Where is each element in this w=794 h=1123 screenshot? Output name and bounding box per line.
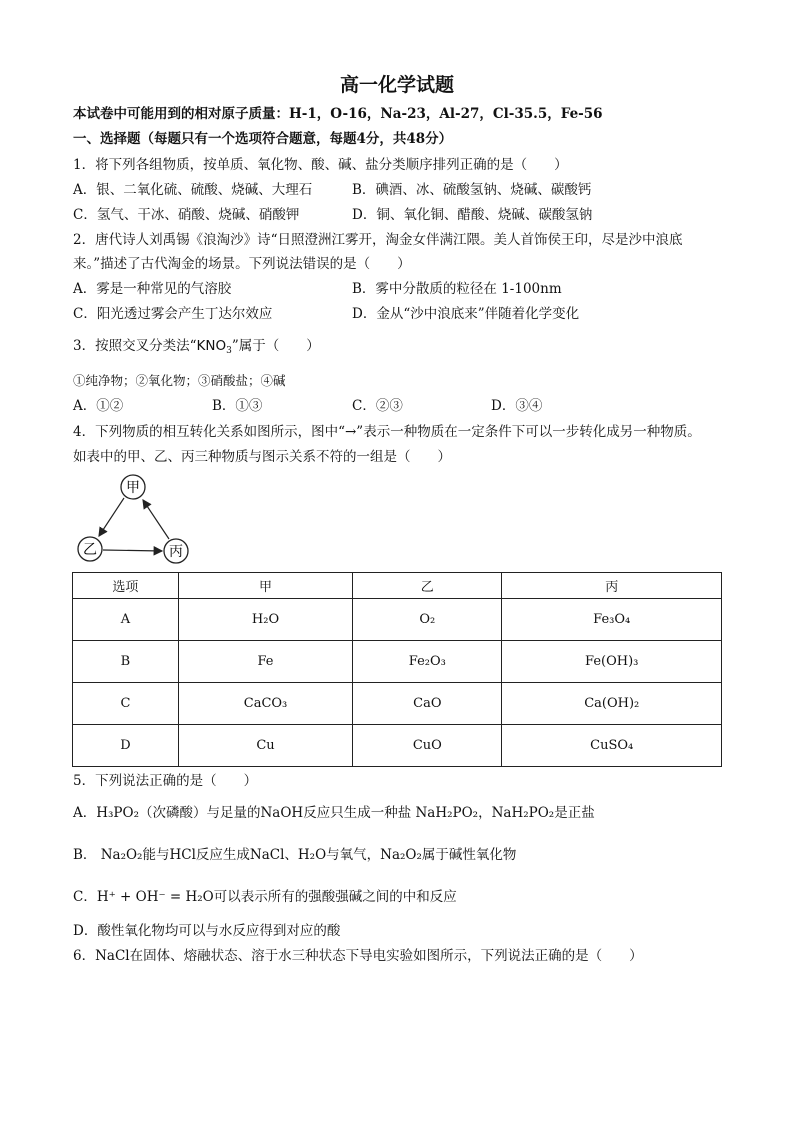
q3-formula-sub: 3 xyxy=(226,346,232,356)
q5-option-b: B． Na₂O₂能与HCl反应生成NaCl、H₂O与氧气，Na₂O₂属于碱性氧化物 xyxy=(73,847,517,863)
q2-option-b: B．雾中分散质的粒径在 1-100nm xyxy=(352,281,562,297)
node-bing-label: 丙 xyxy=(169,544,183,560)
arrow-jia-to-yi xyxy=(99,498,124,536)
q5-option-a: A．H₃PO₂（次磷酸）与足量的NaOH反应只生成一种盐 NaH₂PO₂，NaH₂PO₂是正盐 xyxy=(73,805,595,821)
cell-jia: Cu xyxy=(178,725,352,767)
q1-option-d: D．铜、氧化铜、醋酸、烧碱、碳酸氢钠 xyxy=(352,207,593,223)
header-jia: 甲 xyxy=(178,573,352,599)
table-row xyxy=(73,683,722,725)
header-yi: 乙 xyxy=(353,573,502,599)
q5-option-c: C．H⁺ + OH⁻ = H₂O可以表示所有的强酸强碱之间的中和反应 xyxy=(73,889,457,905)
q6-stem: 6．NaCl在固体、熔融状态、溶于水三种状态下导电实验如图所示，下列说法正确的是（ ） xyxy=(73,948,643,964)
cell-jia: CaCO₃ xyxy=(178,683,352,725)
q5-stem: 5．下列说法正确的是（ ） xyxy=(73,773,258,789)
q1-stem: 1．将下列各组物质，按单质、氧化物、酸、碱、盐分类顺序排列正确的是（ ） xyxy=(73,157,568,173)
header-option: 选项 xyxy=(73,573,179,599)
cell-yi: CuO xyxy=(353,725,502,767)
table-row xyxy=(73,641,722,683)
cell-yi: Fe₂O₃ xyxy=(353,641,502,683)
cell-option: A xyxy=(73,599,179,641)
q3-option-d: D．③④ xyxy=(491,398,543,414)
arrow-bing-to-jia xyxy=(143,500,169,539)
cell-bing: CuSO₄ xyxy=(502,725,722,767)
q3-stem xyxy=(73,336,320,356)
q3-formula: KNO xyxy=(196,338,227,354)
table-row xyxy=(73,599,722,641)
q3-items: ①纯净物；②氧化物；③硝酸盐；④碱 xyxy=(73,373,286,388)
q4-stem-line1: 4．下列物质的相互转化关系如图所示，图中“→”表示一种物质在一定条件下可以一步转化成另一种物质。 xyxy=(73,424,701,440)
section-heading: 一、选择题（每题只有一个选项符合题意，每题4分，共48分） xyxy=(73,131,453,147)
q4-stem-line2: 如表中的甲、乙、丙三种物质与图示关系不符的一组是（ ） xyxy=(73,449,451,465)
q2-stem-line2: 来。”描述了古代淘金的场景。下列说法错误的是（ ） xyxy=(73,256,411,272)
q2-option-a: A．雾是一种常见的气溶胶 xyxy=(73,281,232,297)
q3-stem-pre: 3．按照交叉分类法“ xyxy=(73,338,197,354)
conversion-diagram xyxy=(72,474,202,566)
node-jia-label: 甲 xyxy=(126,480,140,496)
q2-option-d: D．金从“沙中浪底来”伴随着化学变化 xyxy=(352,306,580,322)
table-row xyxy=(73,725,722,767)
cell-option: B xyxy=(73,641,179,683)
atomic-masses-note: 本试卷中可能用到的相对原子质量：H-1，O-16，Na-23，Al-27，Cl-35.5，Fe-56 xyxy=(73,106,603,122)
cell-yi: CaO xyxy=(353,683,502,725)
exam-title: 高一化学试题 xyxy=(339,74,454,96)
cell-bing: Fe(OH)₃ xyxy=(502,641,722,683)
q1-option-a: A．银、二氧化硫、硫酸、烧碱、大理石 xyxy=(73,182,313,198)
arrow-yi-to-bing xyxy=(103,550,162,551)
cell-bing: Ca(OH)₂ xyxy=(502,683,722,725)
q3-option-c: C．②③ xyxy=(352,398,403,414)
cell-yi: O₂ xyxy=(353,599,502,641)
cell-jia: H₂O xyxy=(178,599,352,641)
q2-stem-line1: 2．唐代诗人刘禹锡《浪淘沙》诗“日照澄洲江雾开，淘金女伴满江隈。美人首饰侯王印，尽是沙中浪底 xyxy=(73,232,683,248)
table-header-row xyxy=(73,573,722,599)
cell-bing: Fe₃O₄ xyxy=(502,599,722,641)
q2-option-c: C．阳光透过雾会产生丁达尔效应 xyxy=(73,306,273,322)
q3-stem-post: ”属于（ ） xyxy=(231,338,320,354)
cell-jia: Fe xyxy=(178,641,352,683)
header-bing: 丙 xyxy=(502,573,722,599)
q3-option-b: B．①③ xyxy=(212,398,263,414)
q1-option-c: C．氢气、干冰、硝酸、烧碱、硝酸钾 xyxy=(73,207,300,223)
cell-option: C xyxy=(73,683,179,725)
q4-table xyxy=(72,572,722,767)
node-yi-label: 乙 xyxy=(83,542,97,558)
q5-option-d: D．酸性氧化物均可以与水反应得到对应的酸 xyxy=(73,923,341,939)
q3-option-a: A．①② xyxy=(73,398,124,414)
q1-option-b: B．碘酒、冰、硫酸氢钠、烧碱、碳酸钙 xyxy=(352,182,592,198)
cell-option: D xyxy=(73,725,179,767)
